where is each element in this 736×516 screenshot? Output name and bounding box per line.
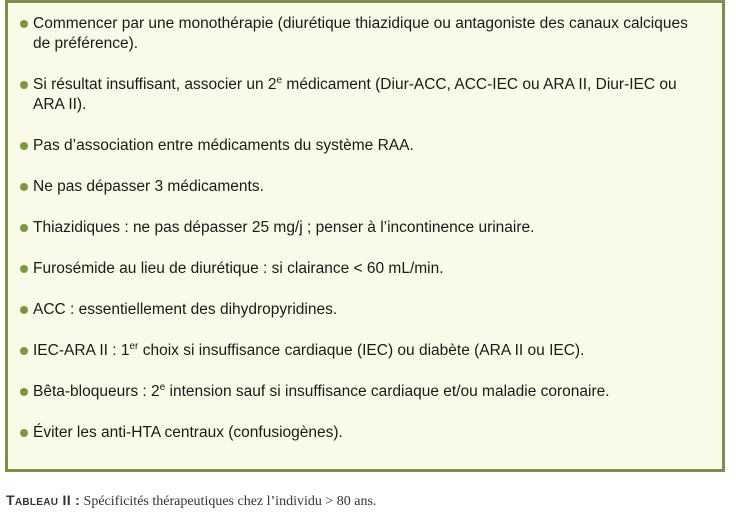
item-text-end: intension sauf si insuffisance cardiaque et/ou maladie coronaire.	[165, 383, 610, 400]
item-text: Pas d’association entre médicaments du système RAA.	[33, 137, 414, 154]
item-text-start: Si résultat insuffisant, associer un 2	[33, 76, 277, 93]
bullet-icon	[20, 20, 28, 28]
bullet-icon	[20, 224, 28, 232]
item-text-start: IEC-ARA II : 1	[33, 342, 130, 359]
list-item	[20, 218, 708, 238]
item-text: Thiazidiques : ne pas dépasser 25 mg/j ; penser à l’incontinence urinaire.	[33, 219, 535, 236]
item-text-start: Bêta-bloqueurs : 2	[33, 383, 160, 400]
caption-label: Tableau II :	[6, 492, 81, 508]
list-item	[20, 259, 708, 279]
list-item	[20, 423, 708, 443]
recommendations-list	[20, 14, 708, 443]
item-text-end: médicament (Diur-ACC, ACC-IEC ou ARA II, Diur-IEC ou ARA II).	[33, 76, 677, 113]
recommendations-box	[5, 0, 725, 472]
list-item	[20, 14, 708, 54]
bullet-icon	[20, 306, 28, 314]
item-text: ACC : essentiellement des dihydropyridines.	[33, 301, 338, 318]
list-item	[20, 382, 708, 402]
list-item	[20, 341, 708, 361]
item-superscript: e	[159, 381, 166, 393]
list-item	[20, 300, 708, 320]
bullet-icon	[20, 142, 28, 150]
bullet-icon	[20, 81, 28, 89]
table-caption	[6, 492, 376, 510]
list-item	[20, 177, 708, 197]
bullet-icon	[20, 265, 28, 273]
caption-text: Spécificités thérapeutiques chez l’individu > 80 ans.	[80, 494, 377, 509]
bullet-icon	[20, 183, 28, 191]
list-item	[20, 75, 708, 115]
list-item	[20, 136, 708, 156]
bullet-icon	[20, 429, 28, 437]
item-superscript: er	[129, 340, 139, 352]
item-text: Commencer par une monothérapie (diurétique thiazidique ou antagoniste des canaux calciques de préférence).	[33, 15, 688, 52]
item-superscript: e	[276, 74, 283, 86]
item-text: Éviter les anti-HTA centraux (confusiogènes).	[33, 424, 343, 441]
bullet-icon	[20, 347, 28, 355]
item-text-end: choix si insuffisance cardiaque (IEC) ou diabète (ARA II ou IEC).	[138, 342, 585, 359]
item-text: Furosémide au lieu de diurétique : si clairance < 60 mL/min.	[33, 260, 444, 277]
bullet-icon	[20, 388, 28, 396]
item-text: Ne pas dépasser 3 médicaments.	[33, 178, 264, 195]
